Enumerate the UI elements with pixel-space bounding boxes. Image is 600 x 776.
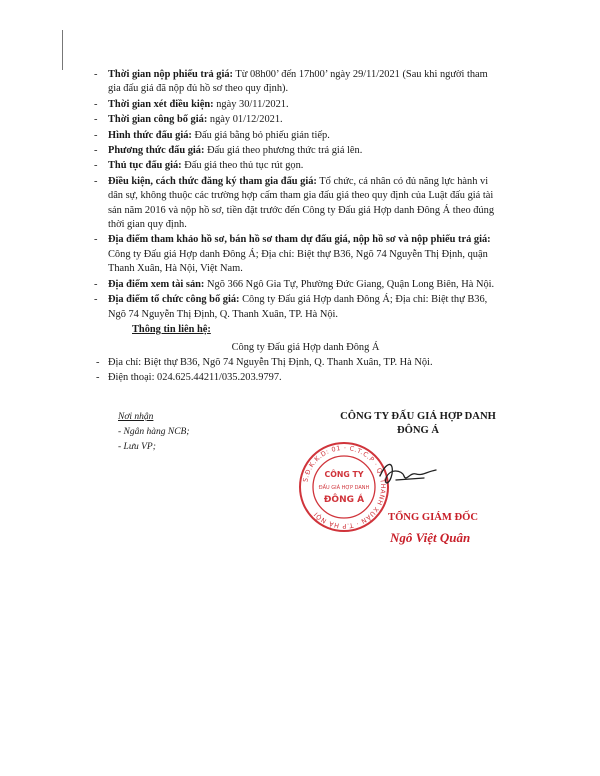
bullet-dash: -	[94, 98, 98, 110]
info-label: Địa điểm xem tài sản:	[108, 278, 205, 290]
info-item	[94, 144, 503, 158]
info-label: Phương thức đấu giá:	[108, 145, 205, 157]
contact-address	[96, 356, 503, 370]
info-item	[94, 113, 503, 127]
contact-phone	[96, 371, 503, 385]
info-label: Điều kiện, cách thức đăng ký tham gia đấu giá:	[108, 175, 317, 187]
contact-phone-text: Điện thoại: 024.625.44211/035.203.9797.	[108, 372, 282, 384]
recipient-item: - Lưu VP;	[118, 442, 156, 452]
recipients-block	[118, 410, 190, 455]
bullet-dash: -	[94, 234, 98, 246]
recipient-item: - Ngân hàng NCB;	[118, 427, 190, 437]
auction-info-list	[94, 68, 503, 322]
bullet-dash: -	[94, 294, 98, 306]
info-label: Thủ tục đấu giá:	[108, 160, 182, 172]
info-text: ngày 01/12/2021.	[207, 114, 283, 126]
info-text: ngày 30/11/2021.	[213, 98, 289, 110]
handwritten-signature	[376, 454, 446, 494]
bullet-dash: -	[94, 129, 98, 141]
info-item	[94, 129, 503, 143]
bullet-dash: -	[94, 145, 98, 157]
signer-name: Ngô Việt Quân	[390, 530, 471, 545]
info-label: Thời gian công bố giá:	[108, 114, 208, 126]
info-item	[94, 98, 503, 112]
bullet-dash: -	[94, 160, 98, 172]
info-text: Đấu giá bằng bỏ phiếu gián tiếp.	[191, 129, 330, 141]
margin-line	[62, 30, 63, 70]
info-text: Công ty Đấu giá Hợp danh Đông Á; Địa chỉ: Biệt thự B36, Ngõ 74 Nguyễn Thị Định, quận Thanh Xuân, Hà Nội, Việt Nam.	[108, 248, 488, 275]
info-item	[94, 175, 503, 233]
info-item	[94, 278, 503, 292]
stamp-line-3: ĐÔNG Á	[323, 495, 365, 505]
bullet-dash: -	[94, 175, 98, 187]
info-text: Tổ chức, cá nhân có đủ năng lực hành vi dân sự, không thuộc các trường hợp cấm tham gia đấu giá theo quy định của Luật đấu giá tài sản năm 2016 và nộp hồ sơ, tiền đặt trước đến Công ty Đấu giá Hợp danh Đông Á theo đúng thời gian quy định.	[108, 175, 495, 231]
bullet-dash: -	[96, 356, 100, 368]
info-label: Hình thức đấu giá:	[108, 129, 192, 141]
info-text: Đấu giá theo phương thức trả giá lên.	[204, 145, 363, 157]
company-line-1: CÔNG TY ĐẤU GIÁ HỢP DANH	[340, 411, 496, 422]
stamp-line-2: ĐẤU GIÁ HỢP DANH	[318, 485, 370, 491]
stamp-line-1: CÔNG TY	[324, 470, 364, 479]
recipients-heading: Nơi nhận	[118, 412, 154, 422]
info-item	[94, 159, 503, 173]
document-body	[94, 68, 503, 387]
info-text: Ngõ 366 Ngô Gia Tự, Phường Đức Giang, Quận Long Biên, Hà Nội.	[204, 278, 495, 290]
bullet-dash: -	[94, 114, 98, 126]
bullet-dash: -	[94, 278, 98, 290]
info-label: Địa điểm tổ chức công bố giá:	[108, 294, 240, 306]
info-text: Đấu giá theo thủ tục rút gọn.	[181, 160, 304, 172]
contact-company: Công ty Đấu giá Hợp danh Đông Á	[231, 342, 380, 354]
info-item	[94, 293, 503, 322]
stamp-ring-path: S.Đ.K.K.D: 01 · C.T.C.P · Q. THANH XUÂN · T.P HÀ NỘI	[301, 443, 388, 531]
info-label: Địa điểm tham khảo hồ sơ, bán hồ sơ tham dự đấu giá, nộp hồ sơ và nộp phiếu trả giá:	[108, 234, 491, 246]
info-item	[94, 233, 503, 276]
company-line-2: ĐÔNG Á	[396, 424, 440, 436]
bullet-dash: -	[94, 69, 98, 80]
info-text: Công ty Đấu giá Hợp danh Đông Á; Địa chỉ: Biệt thự B36, Ngõ 74 Nguyễn Thị Định, Q. Thanh Xuân, TP. Hà Nội.	[108, 294, 488, 320]
info-label: Thời gian nộp phiếu trả giá:	[108, 69, 233, 80]
info-item	[94, 68, 503, 97]
director-title: TỔNG GIÁM ĐỐC	[388, 512, 479, 523]
contact-address-text: Địa chỉ: Biệt thự B36, Ngõ 74 Nguyễn Thị Định, Q. Thanh Xuân, TP. Hà Nội.	[108, 356, 433, 368]
info-text: Từ 08h00’ đến 17h00’ ngày 29/11/2021 (Sau khi người tham gia đấu giá đã nộp đủ hồ sơ theo quy định).	[108, 69, 488, 95]
bullet-dash: -	[96, 372, 100, 384]
contact-heading: Thông tin liên hệ:	[132, 323, 211, 335]
signature-company	[318, 410, 518, 437]
info-label: Thời gian xét điều kiện:	[108, 98, 214, 110]
